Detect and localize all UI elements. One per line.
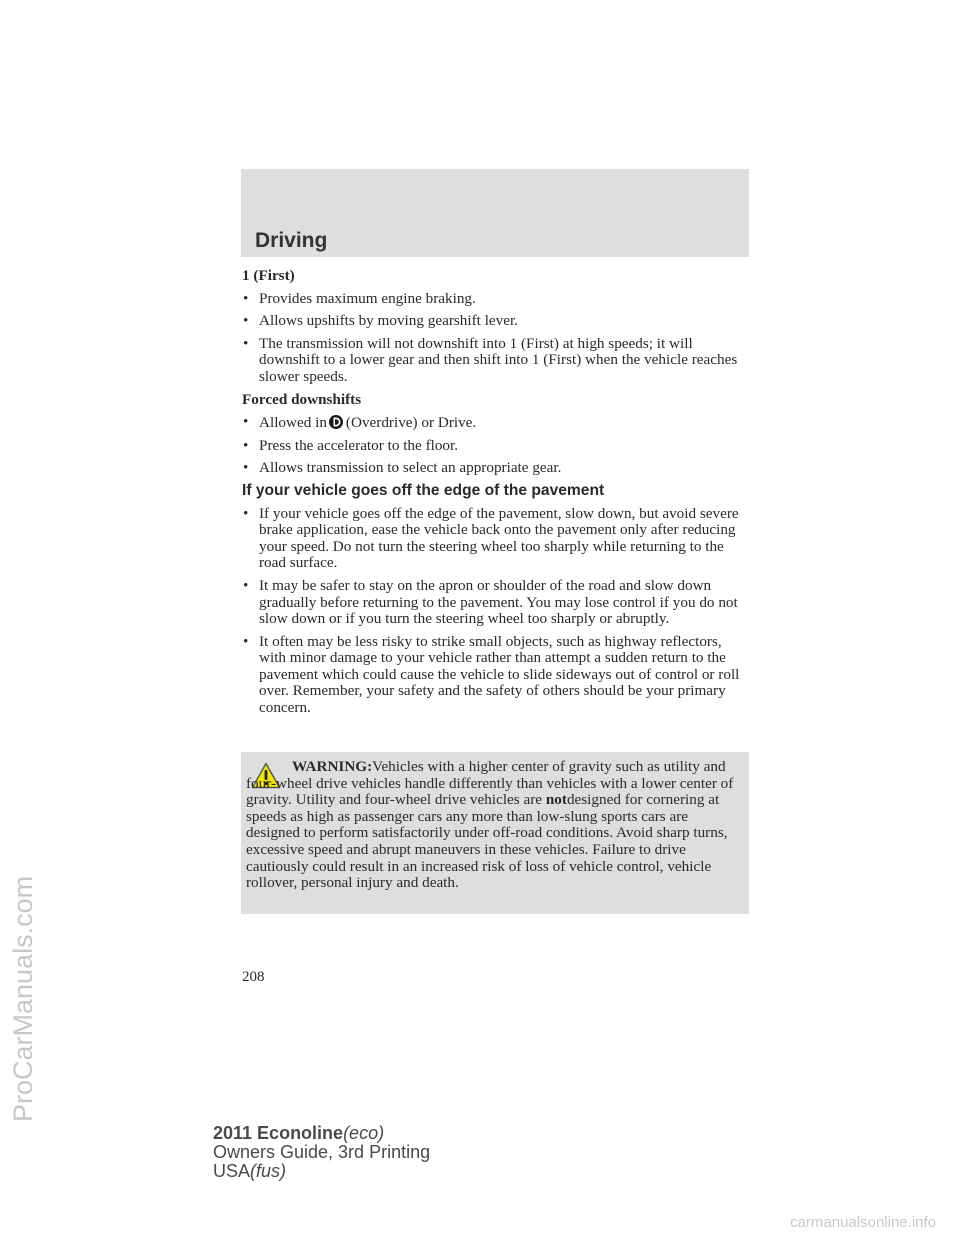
list-item: • Allows transmission to select an appropriate gear. [243,459,562,477]
pavement-heading: If your vehicle goes off the edge of the pavement [242,481,605,499]
warning-box [241,752,749,914]
warning-label: WARNING: [292,758,373,775]
bullet-icon: • [243,289,249,307]
list-item: • Provides maximum engine braking. [243,289,476,307]
list-item: • The transmission will not downshift into 1 (First) at high speeds; it will downshift to a lower gear and then shift into 1 (First) when the vehicle reaches slower speeds. [243,334,738,385]
page-content [242,268,747,723]
footer-line-1: 2011 Econoline(eco) [213,1123,385,1143]
overdrive-icon [329,414,343,430]
warning-text: WARNING:Vehicles with a higher center of gravity such as utility and four-wheel drive vehicles handle differently than vehicles with a lower center of gravity. Utility and four-wheel drive vehicles are notdesigned for cornering at speeds as high as passenger cars any more than low-slung sports cars are designed to perform satisfactorily under off-road conditions. Avoid sharp turns, excessive speed and abrupt maneuvers in these vehicles. Failure to drive cautiously could result in an increased risk of loss of vehicle control, vehicle rollover, personal injury and death. [246,758,734,892]
bullet-icon: • [243,334,249,352]
list-item: • It may be safer to stay on the apron or shoulder of the road and slow down gradually before returning to the pavement. You may lose control if you do not slow down or if you turn the steering wheel too sharply or abruptly. [243,576,738,628]
list-item: • Allows upshifts by moving gearshift lever. [243,312,519,330]
pavement-list [242,506,747,717]
bullet-icon: • [243,413,249,431]
bullet-icon: • [243,632,249,650]
list-item: • If your vehicle goes off the edge of the pavement, slow down, but avoid severe brake application, ease the vehicle back onto the pavement only after reducing your speed. Do not turn the steering wheel too sharply while returning to the road surface. [243,504,739,572]
list-item: • Press the accelerator to the floor. [243,436,459,454]
first-gear-list [242,291,747,386]
list-item: • Allowed in (Overdrive) or Drive. [243,413,477,432]
bottom-watermark: carmanualsonline.info [790,1214,936,1231]
footer-line-3: USA(fus) [213,1161,287,1181]
bullet-icon: • [243,436,249,454]
forced-downshifts-list [242,414,747,477]
page-number: 208 [242,969,265,985]
bullet-icon: • [243,459,249,477]
footer [213,1124,430,1181]
side-watermark: ProCarManuals.com [8,875,38,1122]
bullet-icon: • [243,312,249,330]
section-header-band [241,169,749,257]
forced-downshifts-heading: Forced downshifts [242,390,362,408]
warning-emphasis: not [545,791,567,809]
bullet-icon: • [243,504,249,522]
list-item: • It often may be less risky to strike small objects, such as highway reflectors, with minor damage to your vehicle rather than attempt a sudden return to the pavement which could cause the vehicle to slide sideways out of control or roll over. Remember, your safety and the safety of others should be your primary concern. [243,632,740,717]
first-gear-heading: 1 (First) [242,267,295,284]
section-title: Driving [255,229,328,252]
bullet-icon: • [243,576,249,594]
footer-line-2: Owners Guide, 3rd Printing [213,1142,431,1162]
